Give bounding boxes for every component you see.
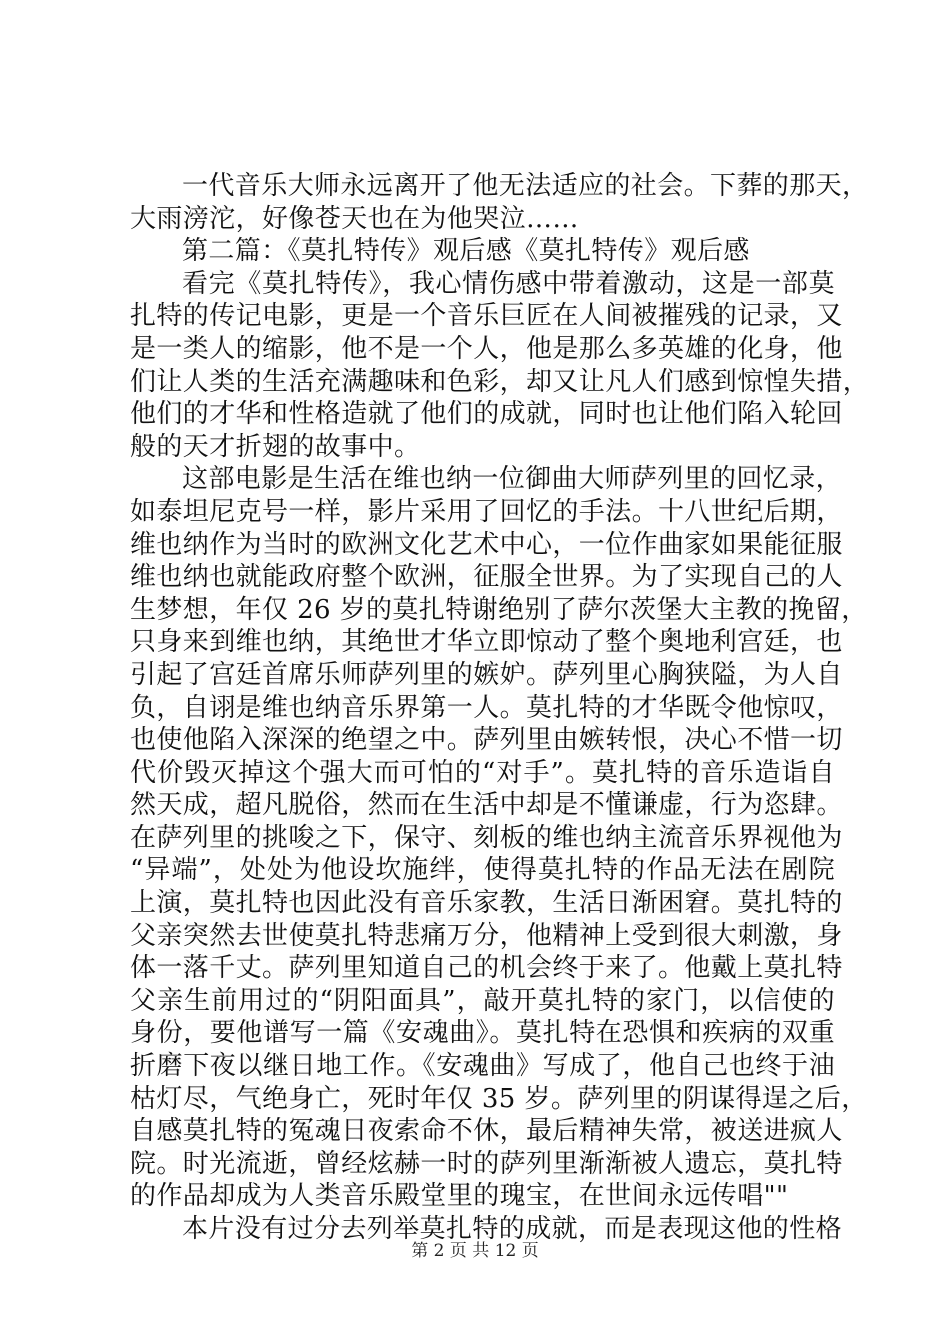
text-line: 第二篇：《莫扎特传》观后感《莫扎特传》观后感: [182, 236, 750, 267]
text-line: 枯灯尽，气绝身亡，死时年仅 35 岁。萨列里的阴谋得逞之后，: [130, 1083, 868, 1114]
text-line: 的作品却成为人类音乐殿堂里的瑰宝，在世间永远传唱"": [130, 1181, 789, 1212]
text-line: 身份，要他谱写一篇《安魂曲》。莫扎特在恐惧和疾病的双重: [130, 1018, 835, 1049]
document-body: [130, 170, 870, 1246]
text-line: 生梦想，年仅 26 岁的莫扎特谢绝别了萨尔茨堡大主教的挽留，: [130, 594, 868, 625]
text-line: 在萨列里的挑唆之下，保守、刻板的维也纳主流音乐界视他为: [130, 822, 843, 853]
text-line: 负，自诩是维也纳音乐界第一人。莫扎特的才华既令他惊叹，: [130, 692, 843, 723]
text-line: 上演，莫扎特也因此没有音乐家教，生活日渐困窘。莫扎特的: [130, 888, 843, 919]
text-line: 院。时光流逝，曾经炫赫一时的萨列里渐渐被人遗忘，莫扎特: [130, 1148, 843, 1179]
text-line: 扎特的传记电影，更是一个音乐巨匠在人间被摧残的记录，又: [130, 301, 843, 332]
text-line: 如泰坦尼克号一样，影片采用了回忆的手法。十八世纪后期，: [130, 496, 843, 527]
text-line: 体一落千丈。萨列里知道自己的机会终于来了。他戴上莫扎特: [130, 953, 843, 984]
text-line: 折磨下夜以继日地工作。《安魂曲》写成了，他自己也终于油: [130, 1051, 835, 1082]
text-line: 本片没有过分去列举莫扎特的成就，而是表现这他的性格: [182, 1214, 843, 1244]
text-line: “异端”，处处为他设坎施绊，使得莫扎特的作品无法在剧院: [130, 855, 835, 886]
section-heading: [130, 235, 835, 268]
text-line: 们让人类的生活充满趣味和色彩，却又让凡人们感到惊惶失措，: [130, 366, 870, 397]
text-line: 一代音乐大师永远离开了他无法适应的社会。下葬的那天，: [182, 171, 869, 201]
text-line: 大雨滂沱，好像苍天也在为他哭泣……: [130, 203, 579, 234]
text-line: 维也纳也就能政府整个欧洲，征服全世界。为了实现自己的人: [130, 562, 843, 593]
text-line: 看完《莫扎特传》，我心情伤感中带着激动，这是一部莫: [182, 268, 835, 299]
paragraph-1: [130, 170, 869, 235]
text-line: 维也纳作为当时的欧洲文化艺术中心，一位作曲家如果能征服: [130, 529, 843, 560]
paragraph-2: [130, 268, 870, 464]
text-line: 父亲突然去世使莫扎特悲痛万分，他精神上受到很大刺激，身: [130, 920, 843, 951]
page-number-footer: 第 2 页 共 12 页: [411, 1241, 539, 1261]
text-line: 然天成，超凡脱俗，然而在生活中却是不懂谦虚，行为恣肆。: [130, 790, 843, 821]
text-line: 他们的才华和性格造就了他们的成就，同时也让他们陷入轮回: [130, 399, 843, 430]
text-line: 代价毁灭掉这个强大而可怕的“对手”。莫扎特的音乐造诣自: [130, 757, 835, 788]
text-line: 是一类人的缩影，他不是一个人，他是那么多英雄的化身，他: [130, 333, 843, 364]
paragraph-3: [130, 463, 868, 1213]
text-line: 只身来到维也纳，其绝世才华立即惊动了整个奥地利宫廷，也: [130, 627, 843, 658]
text-line: 引起了宫廷首席乐师萨列里的嫉妒。萨列里心胸狭隘，为人自: [130, 659, 843, 690]
text-line: 父亲生前用过的“阴阳面具”，敲开莫扎特的家门，以信使的: [130, 985, 835, 1016]
text-line: 自感莫扎特的冤魂日夜索命不休，最后精神失常，被送进疯人: [130, 1116, 843, 1147]
text-line: 也使他陷入深深的绝望之中。萨列里由嫉转恨，决心不惜一切: [130, 725, 843, 756]
text-line: 这部电影是生活在维也纳一位御曲大师萨列里的回忆录，: [182, 464, 843, 495]
text-line: 般的天才折翅的故事中。: [130, 431, 421, 462]
